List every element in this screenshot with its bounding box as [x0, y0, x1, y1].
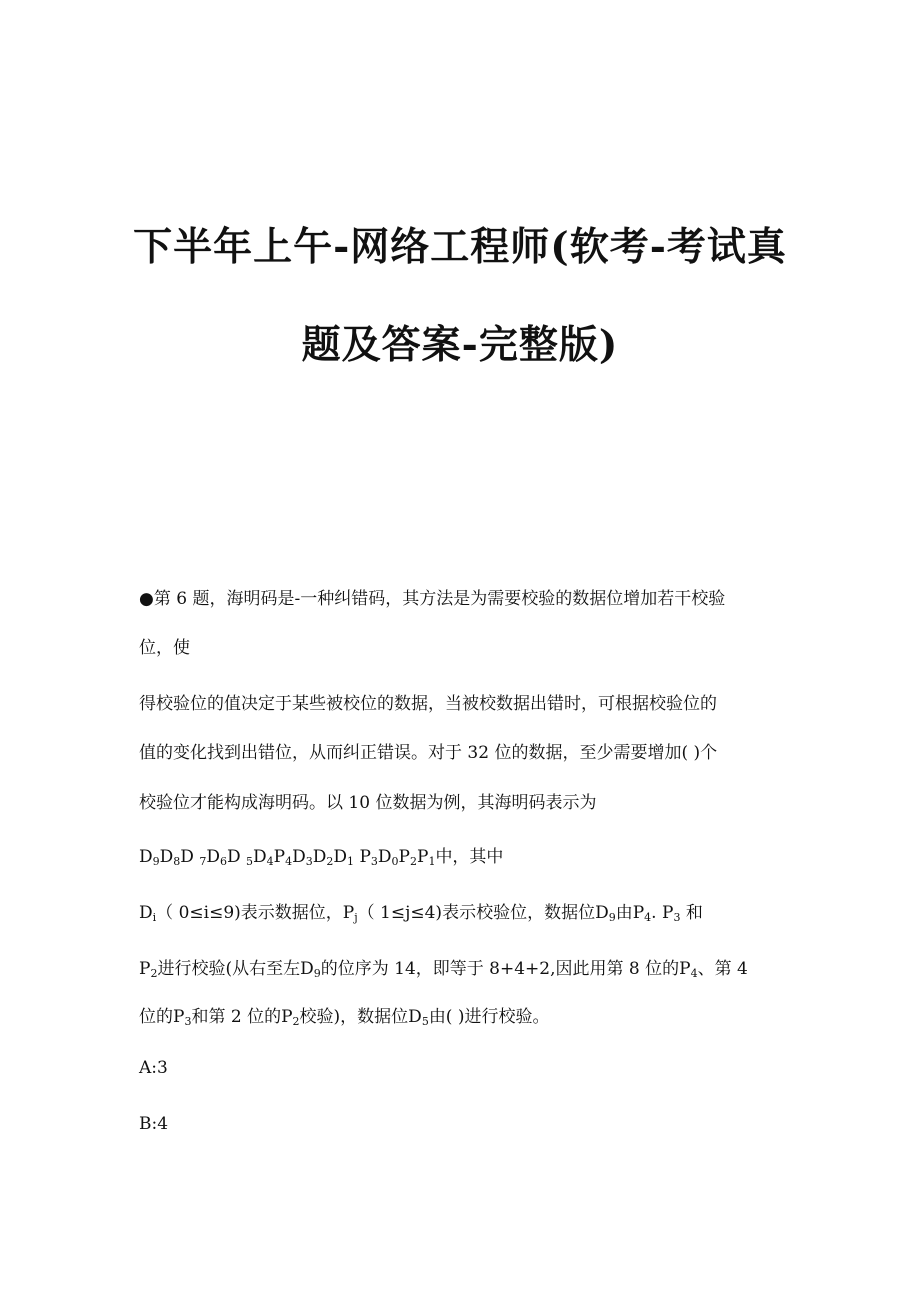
- question-text-line: 位，使: [139, 638, 190, 658]
- question-text-line: 值的变化找到出错位，从而纠正错误。对于 32 位的数据，至少需要增加( )个: [139, 743, 718, 763]
- question-text-line: $D_i$（ 0≤i≤9)表示数据位，$P_j$（ 1≤j≤4)表示校验位，数据位$D_9$由$P_4$. $P_3$ 和: [139, 903, 703, 924]
- question-text-line: $P_2$进行校验(从右至左$D_9$的位序为 14，即等于 8+4+2,因此用第 8 位的$P_4$、第 4: [139, 959, 748, 980]
- document-title-line-1: 下半年上午-网络工程师(软考-考试真: [133, 224, 787, 270]
- formula-tail-text: 中，其中: [435, 847, 504, 867]
- question-text-line: ●第 6 题，海明码是-一种纠错码，其方法是为需要校验的数据位增加若干校验: [139, 589, 726, 609]
- question-text-line: 得校验位的值决定于某些被校位的数据，当被校数据出错时，可根据校验位的: [139, 694, 717, 714]
- hamming-code-formula: $D_9D_8D$ $_7D_6D$ $_5D_4P_4D_3D_2D_1$ $P_3D_0P_2P_1$中，其中: [139, 847, 504, 868]
- option-a: A:3: [139, 1058, 168, 1078]
- option-b: B:4: [139, 1114, 169, 1134]
- question-text-line: 位的$P_3$和第 2 位的$P_2$校验)，数据位$D_5$由( )进行校验。: [139, 1007, 550, 1028]
- question-text-line: 校验位才能构成海明码。以 10 位数据为例，其海明码表示为: [139, 793, 597, 813]
- document-title-line-2: 题及答案-完整版): [301, 322, 619, 368]
